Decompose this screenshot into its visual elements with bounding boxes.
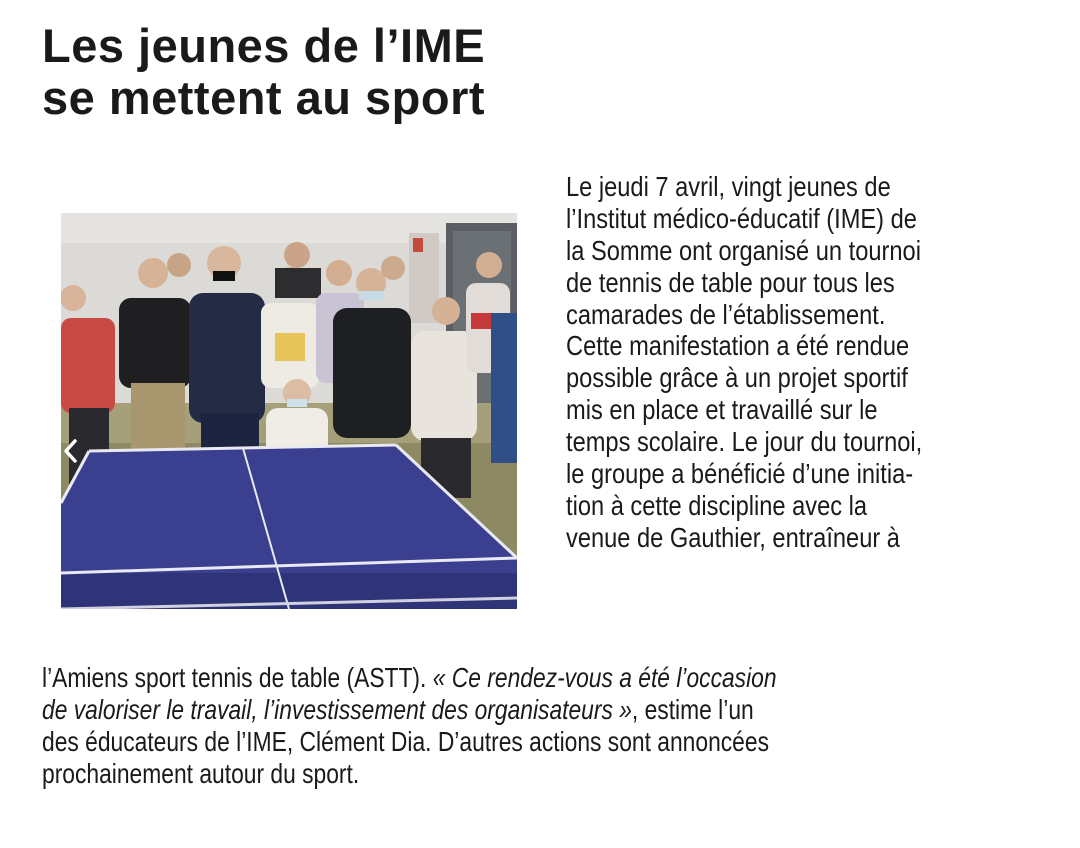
body-line: mis en place et travaillé sur le	[566, 394, 878, 426]
body-line: Cette manifestation a été rendue	[566, 330, 910, 362]
headline-line-2: se mettent au sport	[42, 71, 486, 124]
body-line: le groupe a bénéficié d’une initia-	[566, 458, 914, 490]
article-body-full-width	[42, 662, 1038, 790]
body-text-plain: , estime l’un	[631, 693, 754, 725]
headline-line-1: Les jeunes de l’IME	[42, 19, 486, 72]
body-line: des éducateurs de l’IME, Clément Dia. D’autres actions sont annoncées	[42, 725, 769, 757]
chevron-left-icon	[62, 438, 78, 464]
body-line: venue de Gauthier, entraîneur à	[566, 521, 900, 553]
body-text-plain: l’Amiens sport tennis de table (ASTT).	[42, 662, 433, 693]
article-photo	[61, 213, 517, 609]
quote-text: « Ce rendez-vous a été l’occasion	[432, 662, 777, 693]
body-line	[42, 662, 1038, 694]
body-line: possible grâce à un projet sportif	[566, 362, 908, 394]
article-headline	[42, 20, 485, 124]
body-line: temps scolaire. Le jour du tournoi,	[566, 426, 923, 458]
body-line: tion à cette discipline avec la	[566, 489, 868, 521]
body-line: Le jeudi 7 avril, vingt jeunes de	[566, 171, 891, 202]
body-line: prochainement autour du sport.	[42, 757, 360, 789]
body-line: la Somme ont organisé un tournoi	[566, 234, 921, 266]
body-line	[42, 694, 1038, 726]
article-body-column	[566, 171, 1013, 554]
quote-text: de valoriser le travail, l’investissement des organisateurs »	[42, 693, 632, 725]
body-line: l’Institut médico-éducatif (IME) de	[566, 202, 917, 234]
previous-photo-button[interactable]	[56, 433, 84, 469]
group-photo-illustration	[61, 213, 517, 609]
body-line: de tennis de table pour tous les	[566, 266, 895, 298]
body-line: camarades de l’établissement.	[566, 298, 886, 330]
